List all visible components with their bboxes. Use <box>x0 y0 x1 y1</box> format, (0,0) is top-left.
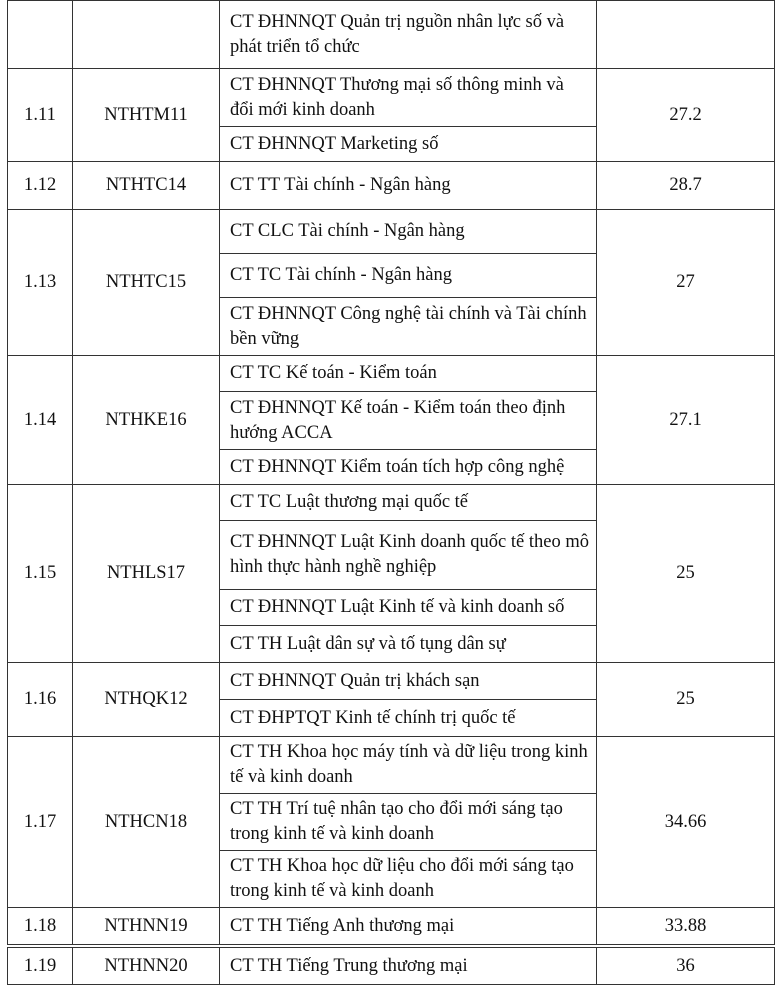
program-cell <box>220 485 597 521</box>
program-cell <box>220 1 597 69</box>
program-cell <box>220 851 597 908</box>
program-name: CT TC Kế toán - Kiểm toán <box>230 363 437 383</box>
table-row <box>8 737 775 794</box>
admission-code-cell: NTHTC15 <box>73 210 220 356</box>
admission-code-cell: NTHKE16 <box>73 356 220 485</box>
program-cell <box>220 626 597 663</box>
admission-code-cell: NTHNN19 <box>73 908 220 947</box>
program-cell <box>220 210 597 254</box>
admission-code-cell: NTHNN20 <box>73 946 220 985</box>
program-cell <box>220 69 597 127</box>
row-number-cell: 1.11 <box>8 69 73 162</box>
table-row <box>8 908 775 947</box>
admission-code-cell: NTHTC14 <box>73 162 220 210</box>
cutoff-score-cell: 25 <box>597 485 775 663</box>
program-name: CT ĐHNNQT Marketing số <box>230 133 439 154</box>
program-name: CT TC Luật thương mại quốc tế <box>230 492 469 512</box>
table-row <box>8 69 775 127</box>
cutoff-score-cell: 27.2 <box>597 69 775 162</box>
cutoff-score-cell: 27 <box>597 210 775 356</box>
program-name: CT ĐHNNQT Quản trị khách sạn <box>230 670 480 691</box>
program-cell <box>220 663 597 700</box>
program-name: CT ĐHNNQT Kiểm toán tích hợp công nghệ <box>230 456 565 477</box>
admission-code-cell: NTHLS17 <box>73 485 220 663</box>
table-row <box>8 663 775 700</box>
admission-code-cell: NTHTM11 <box>73 69 220 162</box>
cutoff-score-cell: 25 <box>597 663 775 737</box>
program-name: CT TH Khoa học máy tính và dữ liệu trong kinh tế và kinh doanh <box>230 742 588 787</box>
program-cell <box>220 392 597 450</box>
program-cell <box>220 254 597 298</box>
program-name: CT TH Tiếng Trung thương mại <box>230 955 468 976</box>
program-cell <box>220 162 597 210</box>
admission-score-table <box>7 0 775 985</box>
table-row <box>8 1 775 69</box>
admission-code-cell <box>73 1 220 69</box>
table-row <box>8 162 775 210</box>
cutoff-score-cell: 27.1 <box>597 356 775 485</box>
cutoff-score-cell <box>597 1 775 69</box>
program-cell <box>220 356 597 392</box>
program-name: CT ĐHNNQT Kế toán - Kiểm toán theo định hướng ACCA <box>230 397 566 443</box>
program-name: CT CLC Tài chính - Ngân hàng <box>230 221 465 241</box>
row-number-cell: 1.12 <box>8 162 73 210</box>
program-name: CT TC Tài chính - Ngân hàng <box>230 265 452 285</box>
row-number-cell: 1.19 <box>8 946 73 985</box>
row-number-cell: 1.18 <box>8 908 73 947</box>
program-name: CT ĐHPTQT Kinh tế chính trị quốc tế <box>230 707 516 728</box>
cutoff-score-cell: 28.7 <box>597 162 775 210</box>
table-row <box>8 485 775 521</box>
cutoff-score-cell: 34.66 <box>597 737 775 908</box>
admission-code-cell: NTHCN18 <box>73 737 220 908</box>
program-name: CT TH Luật dân sự và tố tụng dân sự <box>230 633 506 654</box>
program-name: CT ĐHNNQT Công nghệ tài chính và Tài chính bền vững <box>230 303 587 349</box>
program-name: CT TT Tài chính - Ngân hàng <box>230 175 451 195</box>
program-cell <box>220 127 597 162</box>
program-cell <box>220 700 597 737</box>
program-cell <box>220 946 597 985</box>
program-name: CT ĐHNNQT Quản trị nguồn nhân lực số và phát triển tổ chức <box>230 11 565 57</box>
table-row <box>8 356 775 392</box>
program-name: CT TH Tiếng Anh thương mại <box>230 915 455 936</box>
program-cell <box>220 590 597 626</box>
cutoff-score-cell: 33.88 <box>597 908 775 947</box>
admission-code-cell: NTHQK12 <box>73 663 220 737</box>
table-row <box>8 946 775 985</box>
program-name: CT TH Khoa học dữ liệu cho đổi mới sáng tạo trong kinh tế và kinh doanh <box>230 856 574 901</box>
row-number-cell <box>8 1 73 69</box>
row-number-cell: 1.13 <box>8 210 73 356</box>
program-name: CT ĐHNNQT Luật Kinh tế và kinh doanh số <box>230 597 565 617</box>
table-row <box>8 210 775 254</box>
row-number-cell: 1.16 <box>8 663 73 737</box>
program-cell <box>220 908 597 947</box>
program-name: CT TH Trí tuệ nhân tạo cho đổi mới sáng tạo trong kinh tế và kinh doanh <box>230 799 563 844</box>
row-number-cell: 1.14 <box>8 356 73 485</box>
program-cell <box>220 521 597 590</box>
row-number-cell: 1.15 <box>8 485 73 663</box>
program-name: CT ĐHNNQT Luật Kinh doanh quốc tế theo mô hình thực hành nghề nghiệp <box>230 532 589 577</box>
program-cell <box>220 450 597 485</box>
program-cell <box>220 737 597 794</box>
cutoff-score-cell: 36 <box>597 946 775 985</box>
program-cell <box>220 298 597 356</box>
program-cell <box>220 794 597 851</box>
row-number-cell: 1.17 <box>8 737 73 908</box>
program-name: CT ĐHNNQT Thương mại số thông minh và đổi mới kinh doanh <box>230 74 564 120</box>
